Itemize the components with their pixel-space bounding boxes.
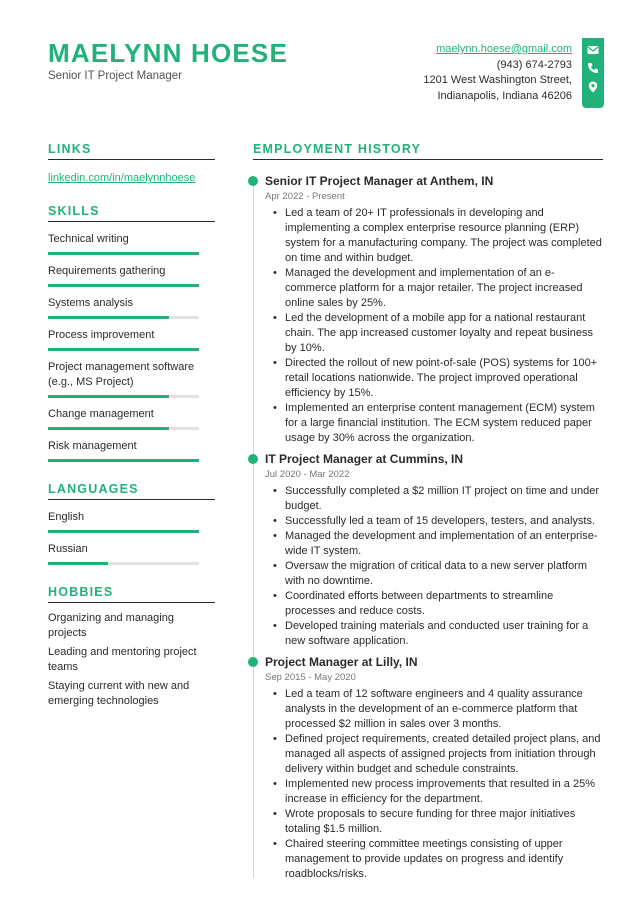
- job-bullet: • Wrote proposals to secure funding for three major initiatives totaling $1.5 million.: [285, 807, 603, 837]
- languages-name: English: [48, 511, 85, 523]
- linkedin-link[interactable]: linkedin.com/in/maelynnhoese: [48, 172, 196, 184]
- address-line-2: Indianapolis, Indiana 46206: [437, 89, 572, 102]
- timeline-dot: [248, 454, 258, 464]
- right-column: [253, 142, 603, 887]
- skills-name: Technical writing: [48, 233, 129, 245]
- envelope-icon: [587, 44, 599, 56]
- languages-level-bar: [48, 562, 199, 565]
- left-column: [48, 142, 215, 709]
- languages-list: [48, 510, 215, 565]
- languages-section: [48, 482, 215, 565]
- skills-section: [48, 204, 215, 462]
- skills-item: [48, 439, 215, 462]
- skills-level-bar: [48, 395, 199, 398]
- skills-item: [48, 232, 215, 255]
- job-dates: Jul 2020 - Mar 2022: [265, 469, 350, 480]
- job-bullets: [265, 687, 603, 882]
- job-bullet: • Oversaw the migration of critical data to a new server platform with no downtime.: [285, 559, 603, 589]
- hobby-item: Organizing and managing projects: [48, 612, 174, 639]
- skills-level-bar: [48, 316, 199, 319]
- job-dates: Sep 2015 - May 2020: [265, 672, 356, 683]
- hobby-item: Leading and mentoring project teams: [48, 646, 197, 673]
- skills-name: Risk management: [48, 440, 137, 452]
- job-bullets: [265, 206, 603, 446]
- job-title: IT Project Manager at Cummins, IN: [265, 452, 464, 466]
- job-entry: [253, 654, 603, 882]
- job-bullet: • Chaired steering committee meetings consisting of upper management to provide updates on progress and identify roadblocks/risks.: [285, 837, 603, 882]
- hobbies-heading: HOBBIES: [48, 585, 215, 603]
- job-bullet: • Developed training materials and conducted user training for a new software application.: [285, 619, 603, 649]
- hobbies-section: [48, 585, 215, 709]
- skills-name: Requirements gathering: [48, 265, 166, 277]
- languages-level-fill: [48, 530, 199, 533]
- phone-number: (943) 674-2793: [496, 58, 572, 71]
- job-bullet: • Implemented new process improvements that resulted in a 25% increase in efficiency for the department.: [285, 777, 603, 807]
- timeline-dot: [248, 657, 258, 667]
- skills-level-bar: [48, 348, 199, 351]
- skills-level-fill: [48, 395, 169, 398]
- job-bullet: • Led the development of a mobile app for a national restaurant chain. The app increased customer loyalty and repeat business by 10%.: [285, 311, 603, 356]
- location-pin-icon: [587, 81, 599, 93]
- languages-item: [48, 542, 215, 565]
- job-bullet: • Led a team of 12 software engineers and 4 quality assurance analysts in the development of an e-commerce platform that processed $2 million in sales over 3 months.: [285, 687, 603, 732]
- skills-name: Process improvement: [48, 329, 155, 341]
- timeline-dot: [248, 176, 258, 186]
- languages-name: Russian: [48, 543, 88, 555]
- job-bullet: • Defined project requirements, created detailed project plans, and managed all aspects of assigned projects from initiation through delivery within budget and schedule constraints.: [285, 732, 603, 777]
- skills-item: [48, 407, 215, 430]
- languages-level-bar: [48, 530, 199, 533]
- candidate-name: MAELYNN HOESE: [48, 38, 289, 68]
- email-link[interactable]: maelynn.hoese@gmail.com: [436, 43, 572, 55]
- languages-level-fill: [48, 562, 108, 565]
- job-title: Project Manager at Lilly, IN: [265, 655, 418, 669]
- skills-level-fill: [48, 459, 199, 462]
- job-bullet: • Coordinated efforts between departments to streamline processes and reduce costs.: [285, 589, 603, 619]
- employment-heading: EMPLOYMENT HISTORY: [253, 142, 603, 160]
- links-section: [48, 142, 215, 184]
- skills-level-bar: [48, 284, 199, 287]
- contact-icon-bar: [582, 38, 604, 108]
- skills-level-fill: [48, 316, 169, 319]
- skills-level-bar: [48, 427, 199, 430]
- skills-item: [48, 360, 215, 398]
- job-bullet: • Implemented an enterprise content management (ECM) system for a large financial institution. The ECM system reduced paper usage by 30% across the organization.: [285, 401, 603, 446]
- job-bullets: [265, 484, 603, 649]
- skills-level-fill: [48, 284, 199, 287]
- job-entry: [253, 173, 603, 446]
- skills-name: Change management: [48, 408, 154, 420]
- skills-item: [48, 296, 215, 319]
- resume-header: [48, 38, 608, 110]
- jobs-list: [253, 173, 603, 882]
- skills-heading: SKILLS: [48, 204, 215, 222]
- skills-level-fill: [48, 348, 199, 351]
- links-heading: LINKS: [48, 142, 215, 160]
- skills-item: [48, 328, 215, 351]
- job-dates: Apr 2022 - Present: [265, 191, 345, 202]
- languages-heading: LANGUAGES: [48, 482, 215, 500]
- skills-level-bar: [48, 252, 199, 255]
- candidate-title: Senior IT Project Manager: [48, 70, 183, 82]
- skills-level-fill: [48, 252, 199, 255]
- hobbies-list: [48, 611, 215, 709]
- job-title: Senior IT Project Manager at Anthem, IN: [265, 174, 494, 188]
- languages-item: [48, 510, 215, 533]
- job-bullet: • Directed the rollout of new point-of-sale (POS) systems for 100+ retail locations nationwide. The project improved operational efficiency by 15%.: [285, 356, 603, 401]
- skills-list: [48, 232, 215, 462]
- job-bullet: • Managed the development and implementation of an e-commerce platform for a major retailer. The project increased online sales by 25%.: [285, 266, 603, 311]
- phone-icon: [587, 62, 599, 74]
- job-bullet: • Successfully led a team of 15 developers, testers, and analysts.: [285, 514, 603, 529]
- address-line-1: 1201 West Washington Street,: [423, 74, 572, 86]
- skills-item: [48, 264, 215, 287]
- skills-level-bar: [48, 459, 199, 462]
- contact-block: [423, 42, 572, 104]
- skills-level-fill: [48, 427, 169, 430]
- job-bullet: • Led a team of 20+ IT professionals in developing and implementing a complex enterprise resource planning (ERP) system for a manufacturing company. The project was completed on time and within budget.: [285, 206, 603, 266]
- job-bullet: • Managed the development and implementation of an enterprise-wide IT system.: [285, 529, 603, 559]
- job-bullet: • Successfully completed a $2 million IT project on time and under budget.: [285, 484, 603, 514]
- hobby-item: Staying current with new and emerging technologies: [48, 680, 190, 707]
- skills-name: Systems analysis: [48, 297, 133, 309]
- skills-name: Project management software (e.g., MS Project): [48, 361, 195, 388]
- job-entry: [253, 451, 603, 649]
